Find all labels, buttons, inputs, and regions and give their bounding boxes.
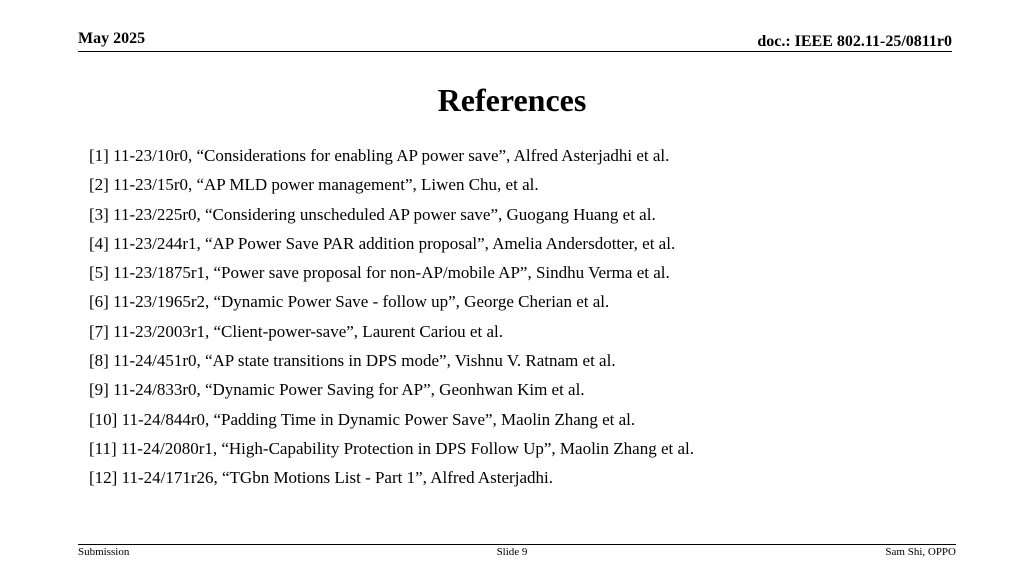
reference-item: [7] 11-23/2003r1, “Client-power-save”, Laurent Cariou et al. — [89, 321, 503, 341]
footer-author: Sam Shi, OPPO — [885, 546, 956, 558]
slide-title: References — [437, 82, 587, 118]
reference-item: [5] 11-23/1875r1, “Power save proposal for non-AP/mobile AP”, Sindhu Verma et al. — [89, 263, 670, 283]
reference-item: [12] 11-24/171r26, “TGbn Motions List - Part 1”, Alfred Asterjadhi. — [89, 468, 553, 488]
reference-item: [10] 11-24/844r0, “Padding Time in Dynamic Power Save”, Maolin Zhang et al. — [89, 409, 636, 429]
reference-list — [89, 141, 694, 493]
footer-submission: Submission — [78, 546, 130, 558]
header-doc-id: doc.: IEEE 802.11-25/0811r0 — [757, 33, 952, 50]
header-divider — [78, 51, 952, 52]
reference-item: [11] 11-24/2080r1, “High-Capability Protection in DPS Follow Up”, Maolin Zhang et al. — [89, 438, 694, 458]
reference-item: [6] 11-23/1965r2, “Dynamic Power Save - follow up”, George Cherian et al. — [89, 292, 610, 312]
header-date: May 2025 — [78, 30, 146, 47]
reference-item: [1] 11-23/10r0, “Considerations for enabling AP power save”, Alfred Asterjadhi et al. — [89, 146, 670, 165]
reference-item: [3] 11-23/225r0, “Considering unscheduled AP power save”, Guogang Huang et al. — [89, 204, 656, 224]
reference-item: [9] 11-24/833r0, “Dynamic Power Saving for AP”, Geonhwan Kim et al. — [89, 380, 585, 400]
reference-item: [2] 11-23/15r0, “AP MLD power management”, Liwen Chu, et al. — [89, 175, 539, 195]
reference-item: [4] 11-23/244r1, “AP Power Save PAR addition proposal”, Amelia Andersdotter, et al. — [89, 233, 676, 253]
footer-divider — [78, 544, 956, 545]
reference-item: [8] 11-24/451r0, “AP state transitions in DPS mode”, Vishnu V. Ratnam et al. — [89, 351, 616, 371]
footer-slide-number: Slide 9 — [496, 546, 528, 558]
